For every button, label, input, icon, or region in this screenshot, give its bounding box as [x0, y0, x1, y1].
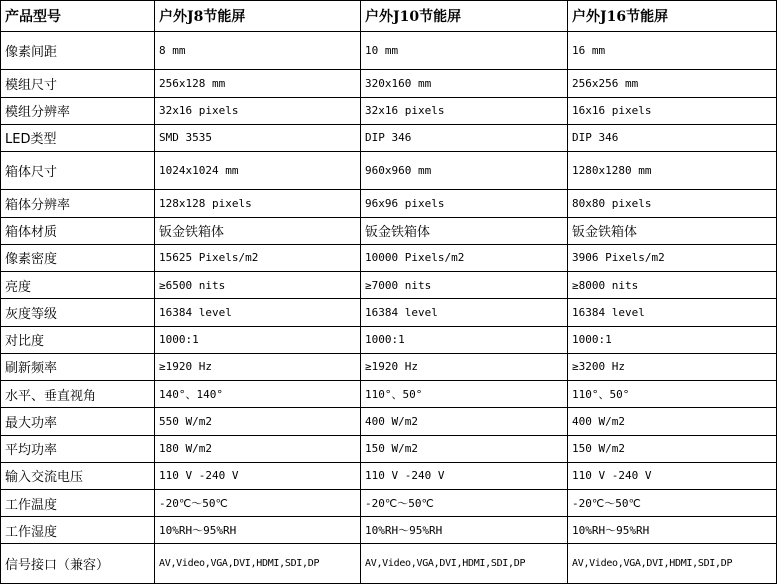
- cell-value: AV,Video,VGA,DVI,HDMI,SDI,DP: [155, 544, 361, 584]
- header-cell-j16: 户外J16节能屏: [568, 1, 777, 32]
- cell-value: 15625 Pixels/m2: [155, 244, 361, 271]
- row-label: 刷新频率: [1, 353, 155, 380]
- row-label: 像素密度: [1, 244, 155, 271]
- cell-value: ≥3200 Hz: [568, 353, 777, 380]
- cell-value: DIP 346: [568, 124, 777, 151]
- cell-value: 110 V -240 V: [155, 462, 361, 489]
- table-row: [1, 152, 777, 190]
- cell-value: 10%RH～95%RH: [155, 517, 361, 544]
- cell-value: ≥6500 nits: [155, 272, 361, 299]
- cell-value: DIP 346: [361, 124, 568, 151]
- cell-value: 128x128 pixels: [155, 190, 361, 217]
- row-label: LED类型: [1, 124, 155, 151]
- row-label: 箱体尺寸: [1, 152, 155, 190]
- cell-value: 1024x1024 mm: [155, 152, 361, 190]
- cell-value: 钣金铁箱体: [568, 217, 777, 244]
- cell-value: 1000:1: [568, 326, 777, 353]
- cell-value: 16384 level: [361, 299, 568, 326]
- header-cell-j10: 户外J10节能屏: [361, 1, 568, 32]
- row-label: 亮度: [1, 272, 155, 299]
- row-label: 工作湿度: [1, 517, 155, 544]
- cell-value: 110 V -240 V: [568, 462, 777, 489]
- cell-value: ≥1920 Hz: [361, 353, 568, 380]
- row-label: 水平、垂直视角: [1, 381, 155, 408]
- cell-value: 256x256 mm: [568, 70, 777, 97]
- row-label: 模组分辨率: [1, 97, 155, 124]
- header-cell-model: 产品型号: [1, 1, 155, 32]
- table-row: [1, 517, 777, 544]
- cell-value: 3906 Pixels/m2: [568, 244, 777, 271]
- row-label: 箱体材质: [1, 217, 155, 244]
- cell-value: 1000:1: [361, 326, 568, 353]
- table-row: [1, 70, 777, 97]
- cell-value: 8 mm: [155, 32, 361, 70]
- table-row: [1, 190, 777, 217]
- table-row: [1, 544, 777, 584]
- row-label: 像素间距: [1, 32, 155, 70]
- cell-value: 10%RH～95%RH: [568, 517, 777, 544]
- cell-value: AV,Video,VGA,DVI,HDMI,SDI,DP: [361, 544, 568, 584]
- cell-value: 16384 level: [155, 299, 361, 326]
- cell-value: 400 W/m2: [568, 408, 777, 435]
- cell-value: 1000:1: [155, 326, 361, 353]
- row-label: 最大功率: [1, 408, 155, 435]
- cell-value: 16x16 pixels: [568, 97, 777, 124]
- row-label: 对比度: [1, 326, 155, 353]
- cell-value: 80x80 pixels: [568, 190, 777, 217]
- cell-value: 960x960 mm: [361, 152, 568, 190]
- cell-value: -20℃～50℃: [361, 489, 568, 516]
- cell-value: 10%RH～95%RH: [361, 517, 568, 544]
- cell-value: 150 W/m2: [361, 435, 568, 462]
- header-row: [1, 1, 777, 32]
- cell-value: 110°、50°: [361, 381, 568, 408]
- cell-value: 256x128 mm: [155, 70, 361, 97]
- table-row: [1, 462, 777, 489]
- row-label: 输入交流电压: [1, 462, 155, 489]
- cell-value: AV,Video,VGA,DVI,HDMI,SDI,DP: [568, 544, 777, 584]
- cell-value: 钣金铁箱体: [361, 217, 568, 244]
- row-label: 模组尺寸: [1, 70, 155, 97]
- table-row: [1, 408, 777, 435]
- row-label: 灰度等级: [1, 299, 155, 326]
- table-row: [1, 353, 777, 380]
- cell-value: 1280x1280 mm: [568, 152, 777, 190]
- cell-value: 16384 level: [568, 299, 777, 326]
- cell-value: 550 W/m2: [155, 408, 361, 435]
- cell-value: -20℃～50℃: [155, 489, 361, 516]
- table-row: [1, 217, 777, 244]
- cell-value: 180 W/m2: [155, 435, 361, 462]
- header-cell-j8: 户外J8节能屏: [155, 1, 361, 32]
- cell-value: ≥7000 nits: [361, 272, 568, 299]
- table-row: [1, 244, 777, 271]
- cell-value: -20℃～50℃: [568, 489, 777, 516]
- cell-value: 32x16 pixels: [361, 97, 568, 124]
- table-row: [1, 97, 777, 124]
- cell-value: SMD 3535: [155, 124, 361, 151]
- row-label: 平均功率: [1, 435, 155, 462]
- table-row: [1, 272, 777, 299]
- cell-value: 110°、50°: [568, 381, 777, 408]
- cell-value: 32x16 pixels: [155, 97, 361, 124]
- cell-value: ≥8000 nits: [568, 272, 777, 299]
- row-label: 信号接口（兼容）: [1, 544, 155, 584]
- cell-value: 16 mm: [568, 32, 777, 70]
- cell-value: 96x96 pixels: [361, 190, 568, 217]
- cell-value: ≥1920 Hz: [155, 353, 361, 380]
- cell-value: 10000 Pixels/m2: [361, 244, 568, 271]
- cell-value: 400 W/m2: [361, 408, 568, 435]
- table-row: [1, 381, 777, 408]
- table-row: [1, 124, 777, 151]
- cell-value: 140°、140°: [155, 381, 361, 408]
- cell-value: 钣金铁箱体: [155, 217, 361, 244]
- cell-value: 150 W/m2: [568, 435, 777, 462]
- row-label: 工作温度: [1, 489, 155, 516]
- table-row: [1, 435, 777, 462]
- table-row: [1, 299, 777, 326]
- table-row: [1, 32, 777, 70]
- cell-value: 10 mm: [361, 32, 568, 70]
- cell-value: 110 V -240 V: [361, 462, 568, 489]
- cell-value: 320x160 mm: [361, 70, 568, 97]
- table-row: [1, 489, 777, 516]
- table-row: [1, 326, 777, 353]
- row-label: 箱体分辨率: [1, 190, 155, 217]
